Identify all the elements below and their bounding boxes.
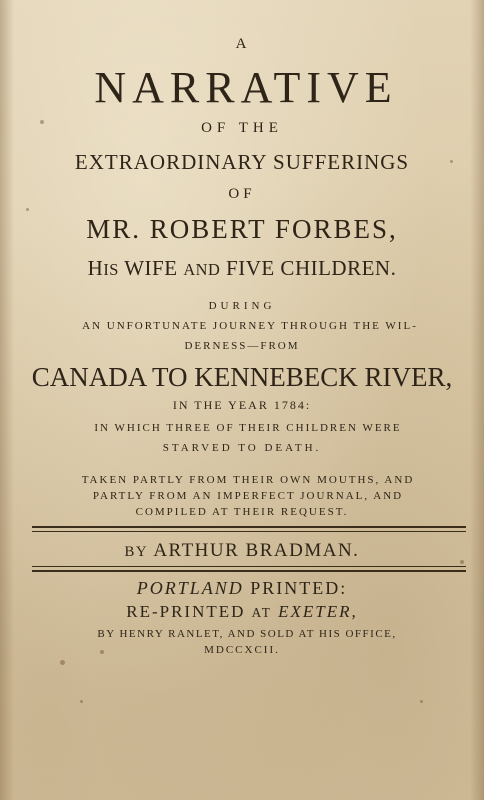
foxing-spot [420, 700, 423, 703]
imprint-date: MDCCXCII. [204, 644, 280, 656]
double-rule-top-thin [32, 531, 466, 532]
title-main: NARRATIVE [94, 63, 398, 112]
title-wife: WIFE [124, 256, 178, 280]
imprint-at: AT [251, 605, 272, 620]
subtitle-which-three: IN WHICH THREE OF THEIR CHILDREN WERE [94, 422, 402, 434]
foxing-spot [26, 208, 29, 211]
subtitle-canada-kennebeck: CANADA TO KENNEBECK RIVER, [31, 362, 453, 392]
title-his-rest: IS [103, 260, 119, 279]
subtitle-journey: AN UNFORTUNATE JOURNEY THROUGH THE WIL- [82, 320, 418, 332]
title-his-initial: H [87, 256, 104, 280]
imprint-portland [0, 578, 484, 599]
source-partly: PARTLY FROM AN IMPERFECT JOURNAL, AND [92, 490, 404, 502]
double-rule-top [32, 526, 466, 528]
title-and: AND [183, 260, 221, 279]
author-line [0, 540, 484, 562]
subtitle-starved: STARVED TO DEATH. [162, 442, 322, 454]
double-rule-bottom-thin [32, 566, 466, 567]
double-rule-bottom [32, 570, 466, 572]
foxing-spot [60, 660, 65, 665]
title-article: A [235, 36, 249, 52]
author-by: BY [124, 544, 149, 560]
author-name: ARTHUR BRADMAN. [153, 540, 360, 561]
title-of: OF [228, 186, 256, 202]
subtitle-during: DURING [208, 300, 276, 312]
subtitle-derness: DERNESS—FROM [184, 340, 300, 352]
title-five-children: FIVE CHILDREN. [226, 256, 397, 280]
title-wife-children [0, 256, 484, 281]
title-of-the: OF THE [201, 120, 283, 136]
imprint-printer: BY HENRY RANLET, AND SOLD AT HIS OFFICE, [97, 628, 397, 640]
title-extraordinary-sufferings: EXTRAORDINARY SUFFERINGS [74, 150, 410, 174]
imprint-printed: PRINTED: [250, 578, 348, 598]
imprint-reprinted [0, 602, 484, 622]
imprint-portland-city: PORTLAND [136, 578, 244, 598]
subtitle-year: IN THE YEAR 1784: [172, 398, 312, 412]
title-subject-name: MR. ROBERT FORBES, [86, 214, 398, 244]
imprint-reprinted-label: RE-PRINTED [126, 602, 246, 621]
source-taken: TAKEN PARTLY FROM THEIR OWN MOUTHS, AND [81, 474, 415, 486]
imprint-exeter: EXETER, [278, 602, 358, 621]
source-compiled: COMPILED AT THEIR REQUEST. [135, 506, 349, 518]
foxing-spot [80, 700, 83, 703]
